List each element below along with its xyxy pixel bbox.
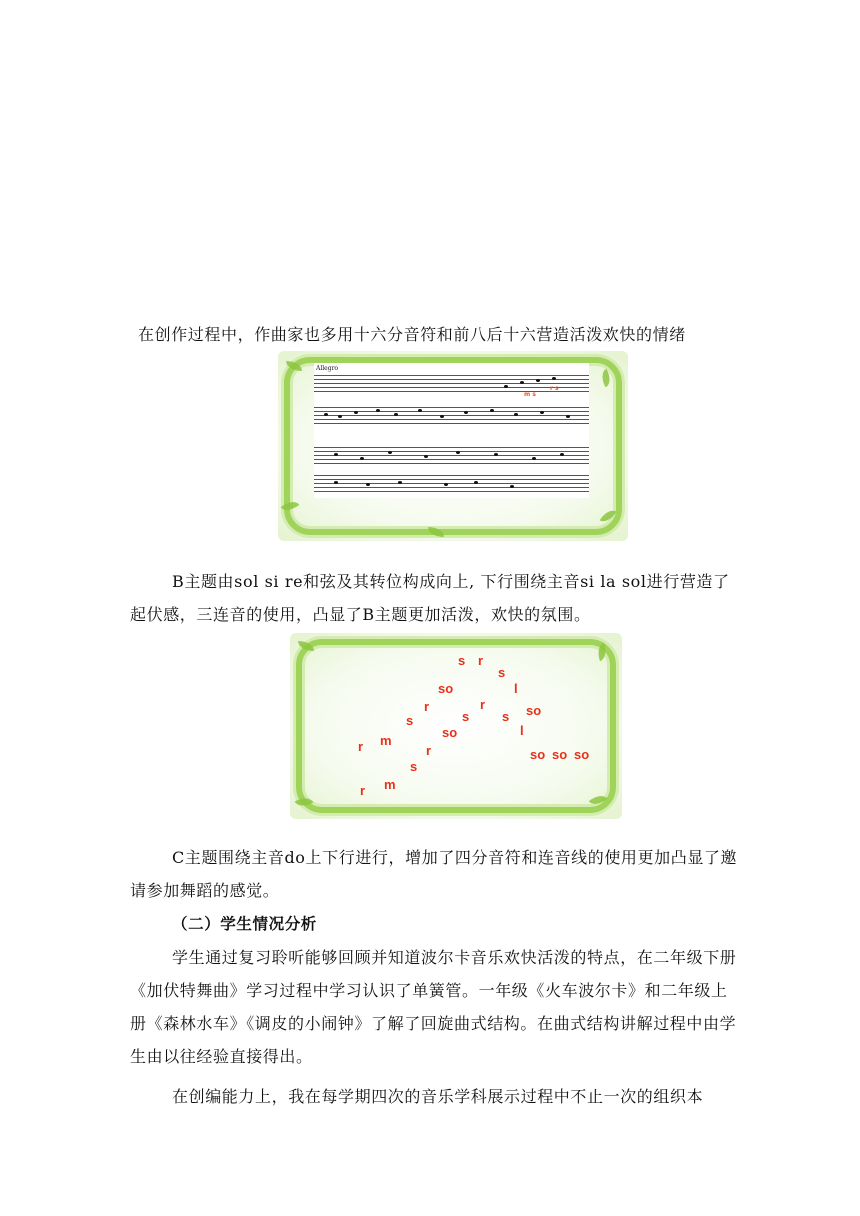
solfege-syllable: s	[406, 713, 414, 728]
solfege-syllable: l	[514, 681, 518, 696]
solfege-syllable: s	[410, 759, 418, 774]
solfege-syllable: r	[360, 783, 366, 798]
solfege-syllable: s	[458, 653, 466, 668]
solfege-syllable: so	[526, 703, 542, 718]
solfege-syllable: s	[498, 665, 506, 680]
solfege-syllable: l	[520, 723, 524, 738]
solfege-syllable: so	[530, 747, 546, 762]
section-heading: （二）学生情况分析	[172, 915, 317, 933]
solfege-syllable: so	[552, 747, 568, 762]
theme-c-paragraph: C主题围绕主音do上下行进行，增加了四分音符和连音线的使用更加凸显了邀请参加舞蹈的感觉。	[130, 848, 738, 900]
solfege-syllable: m	[380, 733, 392, 748]
solfege-syllable: so	[438, 681, 454, 696]
intro-sentence: 在创作过程中，作曲家也多用十六分音符和前八后十六营造活泼欢快的情绪	[138, 325, 686, 344]
solfege-syllable: r	[478, 653, 484, 668]
student-analysis-paragraph: 学生通过复习聆听能够回顾并知道波尔卡音乐欢快活泼的特点，在二年级下册《加伏特舞曲》学习过程中学习认识了单簧管。一年级《火车波尔卡》和二年级上册《森林水车》《调皮的小闹钟》了解了回旋曲式结构。在曲式结构讲解过程中由学生由以往经验直接得出。	[130, 948, 737, 1066]
solfege-syllable: r	[358, 739, 364, 754]
music-score: Allegro m s r s	[314, 363, 589, 498]
solfege-syllable: m	[384, 777, 396, 792]
score-figure	[278, 351, 628, 541]
solfege-syllable: r	[426, 743, 432, 758]
tempo-marking: Allegro	[316, 365, 339, 372]
solfege-figure	[290, 633, 622, 819]
creative-ability-paragraph: 在创编能力上，我在每学期四次的音乐学科展示过程中不止一次的组织本	[172, 1087, 704, 1106]
solfege-syllable: so	[574, 747, 590, 762]
solfege-syllable: so	[442, 725, 458, 740]
solfege-syllable: r	[424, 699, 430, 714]
theme-b-paragraph: B主题由sol si re和弦及其转位构成向上, 下行围绕主音si la sol进行营造了起伏感，三连音的使用，凸显了B主题更加活泼，欢快的氛围。	[130, 572, 730, 624]
solfege-syllable: s	[502, 709, 510, 724]
solfege-syllable: r	[480, 697, 486, 712]
solfege-syllable: s	[462, 709, 470, 724]
